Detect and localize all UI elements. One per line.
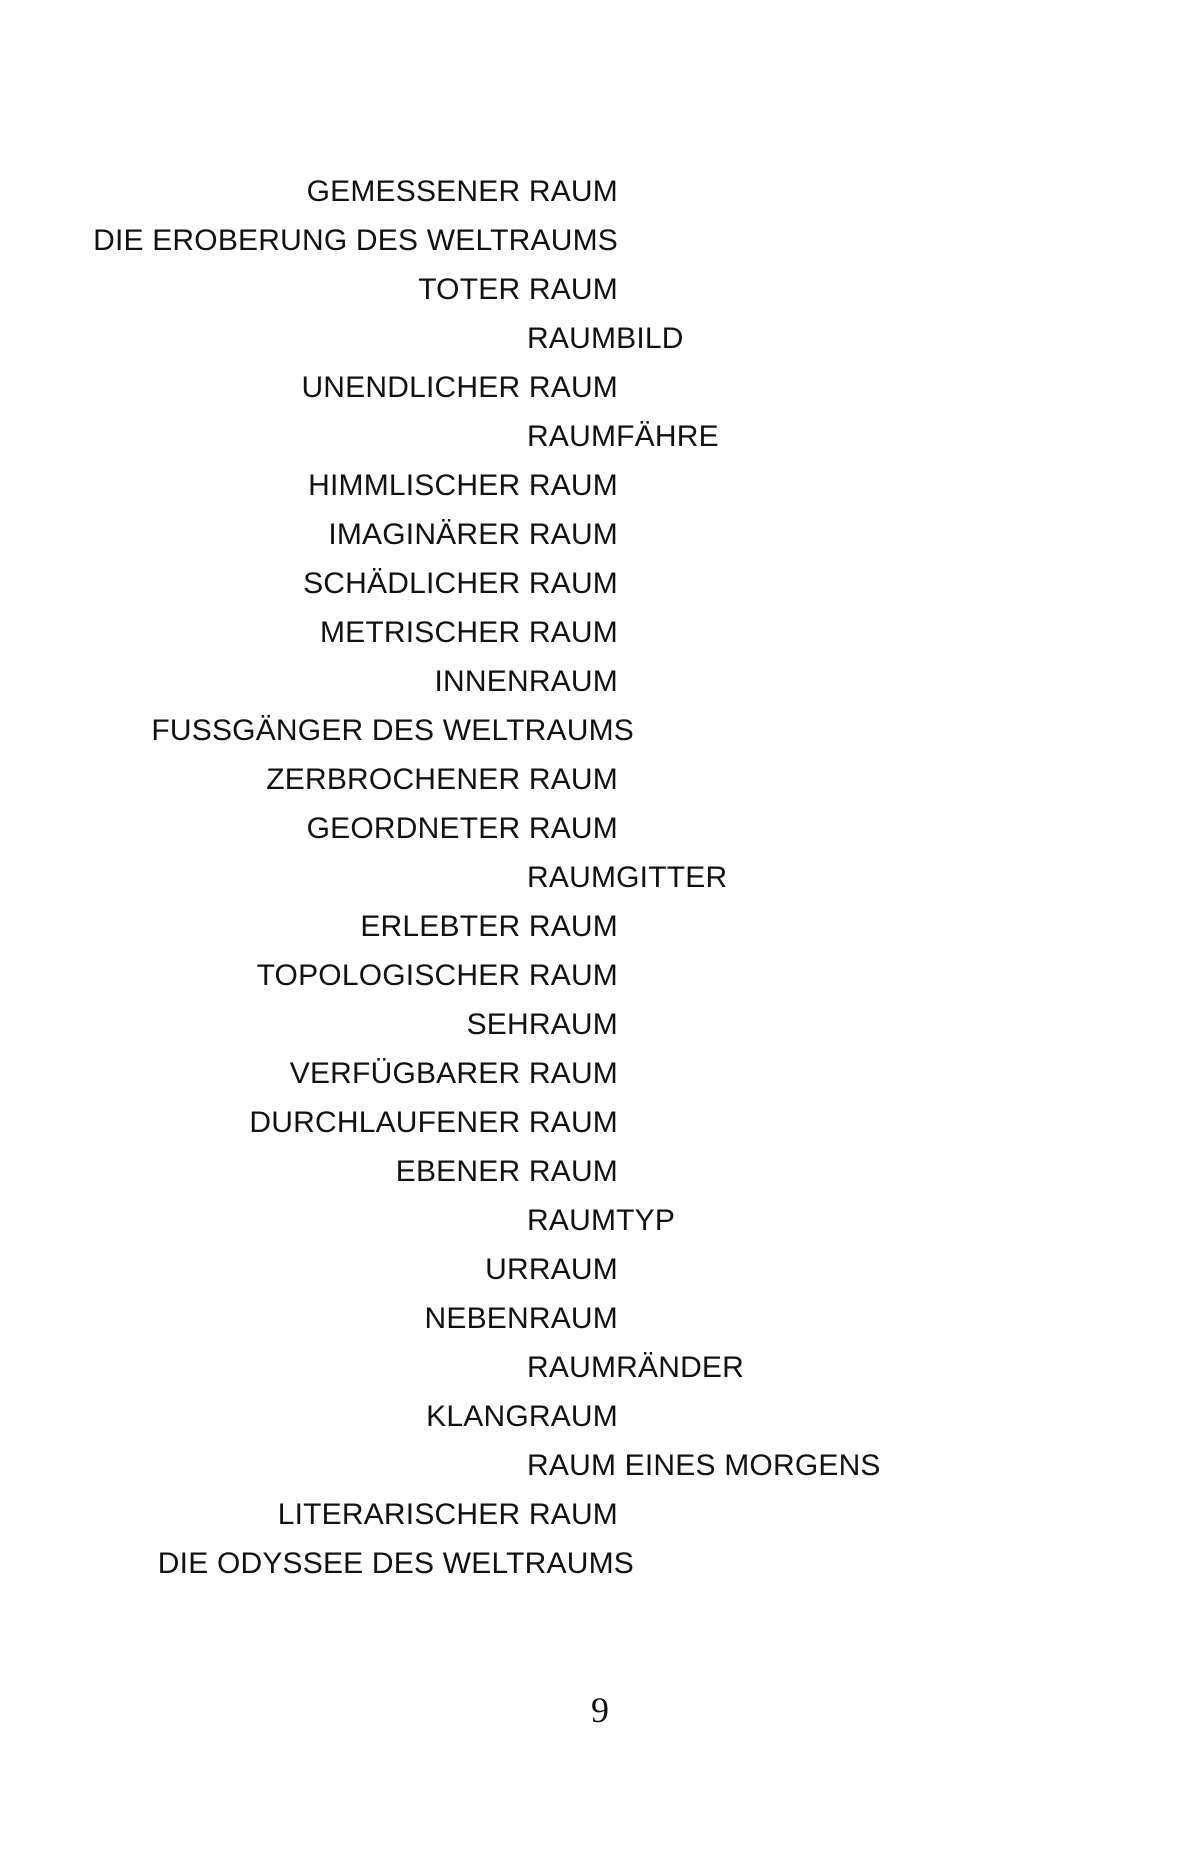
- poem-line: DIE EROBERUNG DES WELTRAUMS: [93, 224, 618, 257]
- poem-line: HIMMLISCHER RAUM: [308, 469, 618, 502]
- poem-line: NEBENRAUM: [424, 1302, 618, 1335]
- poem-line: TOTER RAUM: [418, 273, 618, 306]
- poem-line: KLANGRAUM: [426, 1400, 618, 1433]
- poem-line: INNENRAUM: [434, 665, 618, 698]
- poem-line: RAUMTYP: [527, 1204, 676, 1237]
- poem-line: SCHÄDLICHER RAUM: [303, 567, 618, 600]
- poem-line: FUSSGÄNGER DES WELTRAUMS: [151, 714, 634, 747]
- poem-line: RAUMFÄHRE: [527, 420, 719, 453]
- poem-line: RAUM EINES MORGENS: [527, 1449, 881, 1482]
- poem-line: EBENER RAUM: [395, 1155, 618, 1188]
- poem-line: IMAGINÄRER RAUM: [328, 518, 618, 551]
- poem-line: RAUMRÄNDER: [527, 1351, 745, 1384]
- poem-line: LITERARISCHER RAUM: [277, 1498, 618, 1531]
- poem-line: RAUMBILD: [527, 322, 684, 355]
- poem-line: ZERBROCHENER RAUM: [266, 763, 618, 796]
- poem-line: ERLEBTER RAUM: [360, 910, 618, 943]
- page-number: 9: [591, 1690, 609, 1730]
- poem-line: UNENDLICHER RAUM: [301, 371, 618, 404]
- poem-line: SEHRAUM: [466, 1008, 618, 1041]
- poem-line: TOPOLOGISCHER RAUM: [256, 959, 618, 992]
- poem-line: GEORDNETER RAUM: [306, 812, 618, 845]
- poem-line: DURCHLAUFENER RAUM: [249, 1106, 618, 1139]
- poem-line: RAUMGITTER: [527, 861, 728, 894]
- poem-line: URRAUM: [485, 1253, 618, 1286]
- poem-line: VERFÜGBARER RAUM: [289, 1057, 618, 1090]
- poem-line: METRISCHER RAUM: [319, 616, 618, 649]
- poem-line: GEMESSENER RAUM: [306, 175, 618, 208]
- poem-line: DIE ODYSSEE DES WELTRAUMS: [157, 1547, 634, 1580]
